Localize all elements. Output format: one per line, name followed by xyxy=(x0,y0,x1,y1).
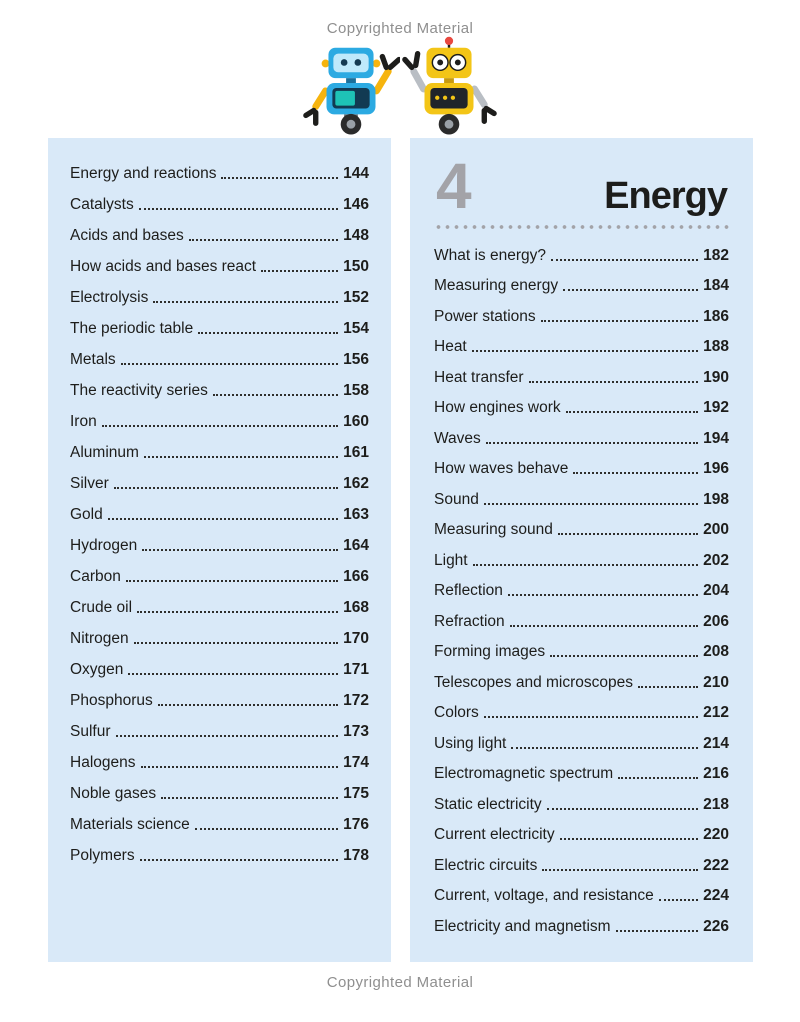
dotted-leader xyxy=(659,899,698,901)
toc-entry-page-number: 178 xyxy=(343,847,369,864)
toc-entry-page-number: 212 xyxy=(703,704,729,721)
toc-entry-page-number: 222 xyxy=(703,856,729,874)
toc-entry-label: Using light xyxy=(434,734,507,752)
dotted-leader xyxy=(573,472,698,474)
dotted-leader xyxy=(473,564,699,566)
toc-entry-page-number: 162 xyxy=(343,475,369,492)
toc-entry-page-number: 220 xyxy=(703,826,729,843)
toc-entry-page-number: 210 xyxy=(703,673,729,691)
toc-entry-label: Reflection xyxy=(434,582,503,599)
toc-entry xyxy=(434,759,729,790)
robot-yellow-icon xyxy=(400,36,498,136)
toc-entry-label: Measuring energy xyxy=(434,277,559,294)
toc-entry xyxy=(434,820,729,851)
toc-entry-label: Phosphorus xyxy=(70,692,153,709)
dotted-leader xyxy=(566,411,698,413)
dotted-leader xyxy=(213,394,338,396)
toc-entry xyxy=(434,911,729,942)
toc-entry-page-number: 156 xyxy=(343,351,369,368)
toc-entry xyxy=(70,158,369,189)
toc-entry-page-number: 175 xyxy=(343,785,369,802)
toc-entry-page-number: 168 xyxy=(343,599,369,616)
toc-entry xyxy=(434,637,729,668)
toc-entry-label: Aluminum xyxy=(70,444,139,461)
toc-entry-label: Electromagnetic spectrum xyxy=(434,765,614,782)
toc-entry-label: Gold xyxy=(70,506,103,523)
dotted-leader xyxy=(221,177,338,179)
toc-entry xyxy=(434,698,729,729)
dotted-leader xyxy=(158,704,338,706)
toc-entry-label: Catalysts xyxy=(70,196,134,213)
toc-entry-page-number: 150 xyxy=(343,258,369,275)
toc-entry xyxy=(70,282,369,313)
toc-entry-label: Current electricity xyxy=(434,826,555,843)
toc-entry xyxy=(70,685,369,716)
dotted-leader xyxy=(261,270,338,272)
toc-entry-page-number: 198 xyxy=(703,490,729,508)
toc-entry-label: Electric circuits xyxy=(434,856,538,874)
dotted-leader xyxy=(114,487,338,489)
dotted-leader xyxy=(198,332,338,334)
toc-entry-page-number: 200 xyxy=(703,521,729,538)
toc-entry-page-number: 170 xyxy=(343,630,369,647)
toc-entry-label: Heat xyxy=(434,338,467,355)
toc-entry xyxy=(70,375,369,406)
toc-entry-label: Noble gases xyxy=(70,785,157,802)
toc-entry xyxy=(434,667,729,698)
toc-entry-page-number: 144 xyxy=(343,165,369,182)
dotted-leader xyxy=(137,611,338,613)
toc-list-left xyxy=(70,158,369,871)
toc-entry xyxy=(70,344,369,375)
toc-list-right xyxy=(434,240,729,942)
toc-entry-label: Heat transfer xyxy=(434,368,524,386)
dotted-leader xyxy=(638,686,698,688)
toc-entry-page-number: 171 xyxy=(343,661,369,678)
toc-entry xyxy=(70,840,369,871)
dotted-leader xyxy=(195,828,338,830)
dotted-leader xyxy=(189,239,338,241)
toc-entry-page-number: 196 xyxy=(703,460,729,477)
dotted-leader xyxy=(529,381,699,383)
dotted-leader xyxy=(142,549,338,551)
toc-entry-page-number: 214 xyxy=(703,734,729,752)
toc-entry xyxy=(70,809,369,840)
dotted-leader xyxy=(472,350,698,352)
toc-entry-label: Metals xyxy=(70,351,116,368)
toc-entry-label: Forming images xyxy=(434,643,546,660)
toc-entry xyxy=(70,778,369,809)
toc-entry xyxy=(70,623,369,654)
toc-entry-page-number: 184 xyxy=(703,277,729,294)
toc-entry xyxy=(434,576,729,607)
toc-entry-page-number: 194 xyxy=(703,429,729,447)
toc-entry-label: Electrolysis xyxy=(70,289,149,306)
toc-entry xyxy=(434,423,729,454)
toc-entry-page-number: 176 xyxy=(343,816,369,833)
toc-entry-label: How waves behave xyxy=(434,460,569,477)
toc-entry-page-number: 164 xyxy=(343,537,369,554)
toc-entry-page-number: 173 xyxy=(343,723,369,740)
dotted-leader xyxy=(558,533,698,535)
toc-entry xyxy=(434,484,729,515)
dotted-leader xyxy=(486,442,698,444)
toc-entry-label: Light xyxy=(434,551,468,569)
toc-entry-page-number: 192 xyxy=(703,399,729,416)
toc-entry xyxy=(434,881,729,912)
dotted-leader xyxy=(484,503,698,505)
copyright-notice-top: Copyrighted Material xyxy=(326,20,474,37)
dotted-leader xyxy=(484,716,698,718)
dotted-leader xyxy=(511,747,698,749)
dotted-leader xyxy=(139,208,338,210)
toc-entry-page-number: 160 xyxy=(343,413,369,430)
dotted-leader xyxy=(550,655,698,657)
toc-left-panel xyxy=(48,138,391,962)
toc-entry xyxy=(70,468,369,499)
toc-entry-label: Static electricity xyxy=(434,795,542,813)
toc-entry-page-number: 224 xyxy=(703,887,729,904)
dotted-leader xyxy=(126,580,338,582)
toc-entry xyxy=(434,789,729,820)
toc-entry-page-number: 152 xyxy=(343,289,369,306)
toc-entry-label: Oxygen xyxy=(70,661,124,678)
toc-entry-page-number: 154 xyxy=(343,320,369,337)
toc-entry-label: Electricity and magnetism xyxy=(434,917,611,935)
dotted-leader xyxy=(144,456,338,458)
toc-entry-page-number: 202 xyxy=(703,551,729,569)
dotted-leader xyxy=(108,518,338,520)
toc-entry-page-number: 204 xyxy=(703,582,729,599)
dotted-leader xyxy=(121,363,338,365)
toc-entry-label: Acids and bases xyxy=(70,227,184,244)
toc-entry xyxy=(434,393,729,424)
toc-entry xyxy=(70,654,369,685)
toc-entry-label: Waves xyxy=(434,429,481,447)
toc-entry-page-number: 216 xyxy=(703,765,729,782)
toc-entry-label: Silver xyxy=(70,475,109,492)
toc-entry xyxy=(70,561,369,592)
dotted-leader xyxy=(140,859,339,861)
toc-entry xyxy=(70,592,369,623)
toc-entry xyxy=(434,271,729,302)
toc-entry xyxy=(70,499,369,530)
dotted-leader xyxy=(618,777,698,779)
toc-entry-page-number: 188 xyxy=(703,338,729,355)
dotted-leader xyxy=(153,301,338,303)
toc-entry-page-number: 206 xyxy=(703,612,729,630)
toc-entry-page-number: 186 xyxy=(703,307,729,325)
chapter-number: 4 xyxy=(436,150,472,222)
dotted-leader xyxy=(134,642,339,644)
toc-entry xyxy=(434,362,729,393)
toc-entry-label: Current, voltage, and resistance xyxy=(434,887,654,904)
toc-entry-page-number: 146 xyxy=(343,196,369,213)
dotted-leader xyxy=(508,594,698,596)
dotted-leader xyxy=(560,838,699,840)
toc-entry-page-number: 226 xyxy=(703,917,729,935)
toc-entry xyxy=(434,332,729,363)
toc-entry-label: The reactivity series xyxy=(70,382,208,399)
toc-entry xyxy=(70,530,369,561)
toc-entry-page-number: 163 xyxy=(343,506,369,523)
toc-entry xyxy=(434,850,729,881)
toc-entry xyxy=(70,251,369,282)
toc-entry-page-number: 161 xyxy=(343,444,369,461)
toc-entry-page-number: 190 xyxy=(703,368,729,386)
dotted-leader xyxy=(116,735,339,737)
toc-entry xyxy=(70,437,369,468)
copyright-notice-bottom: Copyrighted Material xyxy=(326,974,474,991)
dotted-leader xyxy=(542,869,698,871)
toc-entry-label: Crude oil xyxy=(70,599,133,616)
toc-entry-label: Halogens xyxy=(70,754,136,771)
toc-entry-page-number: 208 xyxy=(703,643,729,660)
toc-entry-label: Polymers xyxy=(70,847,135,864)
toc-entry-page-number: 172 xyxy=(343,692,369,709)
toc-entry-label: Refraction xyxy=(434,612,505,630)
toc-entry-label: How acids and bases react xyxy=(70,258,257,275)
toc-entry-label: Iron xyxy=(70,413,97,430)
toc-entry-label: Telescopes and microscopes xyxy=(434,673,634,691)
dotted-leader xyxy=(510,625,698,627)
dotted-leader xyxy=(541,320,698,322)
toc-entry-label: Sound xyxy=(434,490,479,508)
toc-right-panel xyxy=(410,138,753,962)
toc-entry-page-number: 182 xyxy=(703,246,729,264)
dotted-leader xyxy=(102,425,338,427)
toc-entry-label: Energy and reactions xyxy=(70,165,217,182)
toc-entry-label: Colors xyxy=(434,704,479,721)
dotted-rule xyxy=(434,224,729,230)
toc-entry-label: Materials science xyxy=(70,816,190,833)
toc-entry-label: The periodic table xyxy=(70,320,194,337)
toc-entry xyxy=(70,747,369,778)
dotted-leader xyxy=(547,808,698,810)
chapter-header xyxy=(434,150,729,222)
toc-entry-label: How engines work xyxy=(434,399,561,416)
dotted-leader xyxy=(141,766,339,768)
dotted-leader xyxy=(563,289,698,291)
toc-entry xyxy=(434,515,729,546)
dotted-leader xyxy=(551,259,698,261)
toc-entry-label: Sulfur xyxy=(70,723,111,740)
toc-entry xyxy=(434,545,729,576)
dotted-leader xyxy=(616,930,699,932)
toc-entry-label: Nitrogen xyxy=(70,630,129,647)
toc-entry xyxy=(434,301,729,332)
toc-entry-page-number: 174 xyxy=(343,754,369,771)
toc-entry xyxy=(434,606,729,637)
toc-entry-label: Power stations xyxy=(434,307,536,325)
toc-entry xyxy=(434,454,729,485)
toc-entry-label: Hydrogen xyxy=(70,537,138,554)
toc-entry xyxy=(70,313,369,344)
toc-entry xyxy=(434,240,729,271)
toc-entry-label: What is energy? xyxy=(434,246,546,264)
toc-entry-page-number: 218 xyxy=(703,795,729,813)
toc-entry-label: Carbon xyxy=(70,568,121,585)
robots-illustration xyxy=(302,36,498,136)
toc-entry-page-number: 148 xyxy=(343,227,369,244)
dotted-leader xyxy=(128,673,338,675)
toc-entry xyxy=(70,189,369,220)
toc-entry xyxy=(70,716,369,747)
toc-entry-page-number: 158 xyxy=(343,382,369,399)
chapter-title: Energy xyxy=(604,175,727,217)
toc-entry-label: Measuring sound xyxy=(434,521,553,538)
robot-blue-icon xyxy=(302,36,400,136)
toc-entry xyxy=(70,406,369,437)
toc-entry xyxy=(70,220,369,251)
toc-entry-page-number: 166 xyxy=(343,568,369,585)
dotted-leader xyxy=(161,797,338,799)
toc-entry xyxy=(434,728,729,759)
